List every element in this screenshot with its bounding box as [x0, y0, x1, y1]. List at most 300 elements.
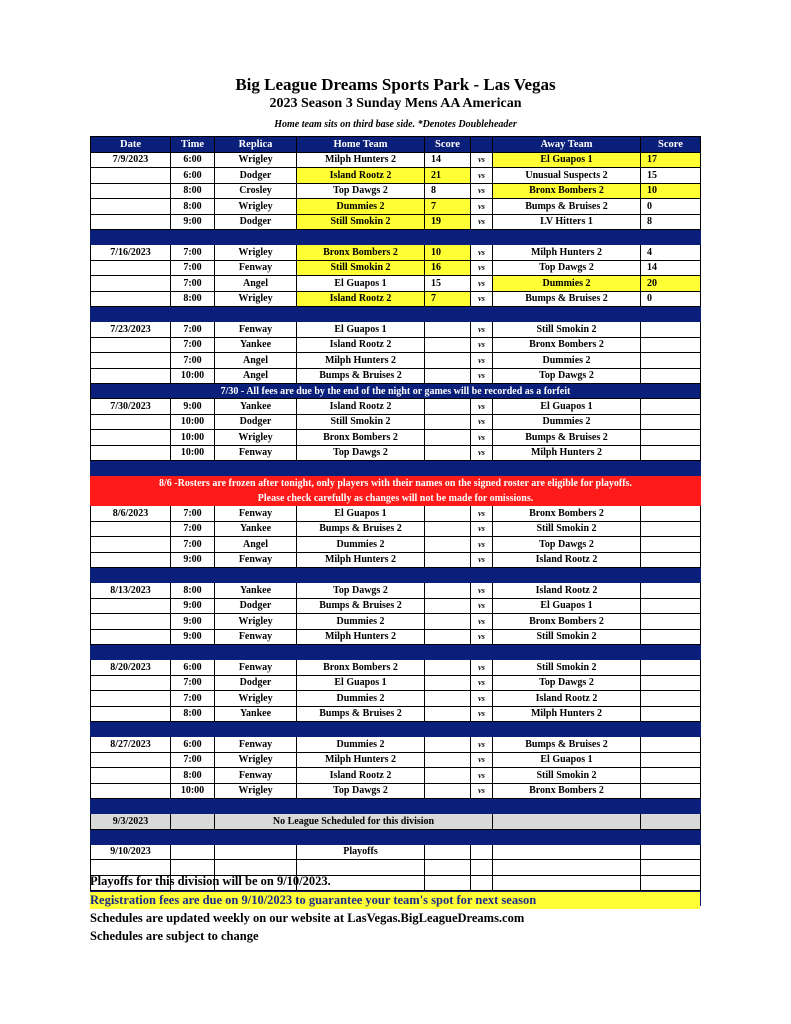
- home-score-cell: 16: [425, 260, 471, 276]
- home-team-cell: Bumps & Bruises 2: [297, 598, 425, 614]
- replica-cell: [215, 860, 297, 876]
- vs-cell: vs: [471, 414, 493, 430]
- header-away-team: Away Team: [493, 137, 641, 153]
- away-team-cell: Top Dawgs 2: [493, 675, 641, 691]
- header-home-score: Score: [425, 137, 471, 153]
- date-cell: [91, 860, 171, 876]
- no-game-row: [91, 814, 701, 830]
- date-cell: [91, 183, 171, 199]
- date-cell: [91, 414, 171, 430]
- away-team-cell: Milph Hunters 2: [493, 706, 641, 722]
- away-score-cell: [641, 844, 701, 860]
- away-team-cell: Bumps & Bruises 2: [493, 291, 641, 307]
- away-team-cell: Still Smokin 2: [493, 629, 641, 645]
- home-score-cell: [425, 414, 471, 430]
- game-row: [91, 214, 701, 230]
- vs-cell: vs: [471, 337, 493, 353]
- home-score-cell: [425, 614, 471, 630]
- time-cell: 9:00: [171, 598, 215, 614]
- away-score-cell: [641, 430, 701, 446]
- away-score-cell: 15: [641, 168, 701, 184]
- time-cell: 10:00: [171, 783, 215, 799]
- date-cell: 7/9/2023: [91, 152, 171, 168]
- away-team-cell: Milph Hunters 2: [493, 245, 641, 261]
- time-cell: 10:00: [171, 368, 215, 384]
- notice-text: 7/30 - All fees are due by the end of the night or games will be recorded as a forfeit: [91, 384, 701, 399]
- time-cell: 7:00: [171, 260, 215, 276]
- date-cell: 7/16/2023: [91, 245, 171, 261]
- away-team-cell: Top Dawgs 2: [493, 537, 641, 553]
- time-cell: 8:00: [171, 291, 215, 307]
- date-cell: [91, 368, 171, 384]
- vs-cell: vs: [471, 737, 493, 753]
- vs-cell: vs: [471, 660, 493, 676]
- away-score-cell: 4: [641, 245, 701, 261]
- away-score-cell: 8: [641, 214, 701, 230]
- separator-row: [91, 799, 701, 814]
- time-cell: 7:00: [171, 537, 215, 553]
- time-cell: 6:00: [171, 737, 215, 753]
- home-team-cell: El Guapos 1: [297, 675, 425, 691]
- home-score-cell: [425, 706, 471, 722]
- game-row: [91, 844, 701, 860]
- vs-cell: vs: [471, 537, 493, 553]
- home-team-cell: Milph Hunters 2: [297, 752, 425, 768]
- replica-cell: Dodger: [215, 414, 297, 430]
- away-team-cell: Dummies 2: [493, 353, 641, 369]
- date-cell: [91, 521, 171, 537]
- vs-cell: vs: [471, 430, 493, 446]
- time-cell: [171, 844, 215, 860]
- home-score-cell: 7: [425, 199, 471, 215]
- away-score-cell: [641, 768, 701, 784]
- away-team-cell: Still Smokin 2: [493, 521, 641, 537]
- home-team-cell: Still Smokin 2: [297, 214, 425, 230]
- replica-cell: Fenway: [215, 260, 297, 276]
- away-score-cell: [641, 537, 701, 553]
- game-row: [91, 337, 701, 353]
- game-row: [91, 660, 701, 676]
- away-score-cell: 14: [641, 260, 701, 276]
- away-team-cell: [493, 860, 641, 876]
- time-cell: 7:00: [171, 276, 215, 292]
- home-team-cell: Dummies 2: [297, 614, 425, 630]
- home-team-cell: Island Rootz 2: [297, 337, 425, 353]
- alert-row: [91, 476, 701, 491]
- date-cell: [91, 430, 171, 446]
- vs-cell: vs: [471, 183, 493, 199]
- home-team-cell: Dummies 2: [297, 691, 425, 707]
- home-team-cell: Still Smokin 2: [297, 260, 425, 276]
- away-score-cell: [641, 614, 701, 630]
- away-team-cell: Top Dawgs 2: [493, 368, 641, 384]
- game-row: [91, 598, 701, 614]
- replica-cell: Angel: [215, 353, 297, 369]
- replica-cell: Yankee: [215, 337, 297, 353]
- home-score-cell: 21: [425, 168, 471, 184]
- date-cell: [91, 768, 171, 784]
- date-cell: [91, 199, 171, 215]
- header-away-score: Score: [641, 137, 701, 153]
- home-team-cell: [297, 860, 425, 876]
- replica-cell: Wrigley: [215, 245, 297, 261]
- game-row: [91, 199, 701, 215]
- date-cell: [91, 276, 171, 292]
- home-team-cell: El Guapos 1: [297, 322, 425, 338]
- vs-cell: vs: [471, 752, 493, 768]
- vs-cell: vs: [471, 199, 493, 215]
- away-score-cell: [641, 506, 701, 522]
- game-row: [91, 276, 701, 292]
- home-score-cell: [425, 660, 471, 676]
- away-score-cell: [641, 598, 701, 614]
- replica-cell: Wrigley: [215, 291, 297, 307]
- time-cell: 6:00: [171, 152, 215, 168]
- replica-cell: Wrigley: [215, 614, 297, 630]
- home-score-cell: [425, 783, 471, 799]
- away-team-cell: LV Hitters 1: [493, 214, 641, 230]
- game-row: [91, 691, 701, 707]
- away-score-cell: [641, 629, 701, 645]
- vs-cell: vs: [471, 706, 493, 722]
- replica-cell: Angel: [215, 368, 297, 384]
- time-cell: 9:00: [171, 399, 215, 415]
- date-cell: [91, 752, 171, 768]
- vs-cell: [471, 844, 493, 860]
- replica-cell: Dodger: [215, 168, 297, 184]
- home-team-cell: Bronx Bombers 2: [297, 430, 425, 446]
- vs-cell: vs: [471, 521, 493, 537]
- replica-cell: Wrigley: [215, 691, 297, 707]
- vs-cell: vs: [471, 445, 493, 461]
- away-team-cell: Milph Hunters 2: [493, 445, 641, 461]
- date-cell: [91, 168, 171, 184]
- away-team-cell: Bronx Bombers 2: [493, 614, 641, 630]
- away-team-cell: El Guapos 1: [493, 598, 641, 614]
- away-team-cell: Still Smokin 2: [493, 660, 641, 676]
- away-score-cell: [641, 860, 701, 876]
- home-score-cell: [425, 521, 471, 537]
- away-score-cell: [641, 737, 701, 753]
- home-score-cell: [425, 875, 471, 891]
- date-cell: [91, 291, 171, 307]
- date-cell: [91, 260, 171, 276]
- separator-cell: [91, 568, 701, 583]
- away-team-cell: Dummies 2: [493, 276, 641, 292]
- game-row: [91, 152, 701, 168]
- time-cell: 9:00: [171, 614, 215, 630]
- replica-cell: Wrigley: [215, 199, 297, 215]
- time-cell: [171, 860, 215, 876]
- away-score-cell: [641, 875, 701, 891]
- home-score-cell: 10: [425, 245, 471, 261]
- date-cell: [91, 337, 171, 353]
- away-score-cell: [641, 552, 701, 568]
- separator-row: [91, 829, 701, 844]
- game-row: [91, 675, 701, 691]
- vs-cell: vs: [471, 260, 493, 276]
- game-row: [91, 430, 701, 446]
- page-subtitle: 2023 Season 3 Sunday Mens AA American: [269, 96, 522, 111]
- home-team-cell: Milph Hunters 2: [297, 629, 425, 645]
- away-team-cell: El Guapos 1: [493, 399, 641, 415]
- vs-cell: vs: [471, 152, 493, 168]
- home-score-cell: [425, 737, 471, 753]
- time-cell: 7:00: [171, 521, 215, 537]
- date-cell: [91, 614, 171, 630]
- time-cell: 7:00: [171, 245, 215, 261]
- home-score-cell: [425, 322, 471, 338]
- vs-cell: vs: [471, 399, 493, 415]
- home-team-cell: Top Dawgs 2: [297, 583, 425, 599]
- home-team-cell: Still Smokin 2: [297, 414, 425, 430]
- away-team-cell: [493, 875, 641, 891]
- away-team-cell: Bronx Bombers 2: [493, 506, 641, 522]
- replica-cell: [215, 844, 297, 860]
- home-team-cell: Dummies 2: [297, 737, 425, 753]
- vs-cell: vs: [471, 583, 493, 599]
- home-score-cell: 19: [425, 214, 471, 230]
- time-cell: [171, 814, 215, 830]
- vs-cell: vs: [471, 691, 493, 707]
- date-cell: [91, 706, 171, 722]
- date-cell: [91, 445, 171, 461]
- home-team-cell: Island Rootz 2: [297, 399, 425, 415]
- away-team-cell: Bronx Bombers 2: [493, 183, 641, 199]
- time-cell: 9:00: [171, 214, 215, 230]
- date-cell: 8/27/2023: [91, 737, 171, 753]
- vs-cell: vs: [471, 506, 493, 522]
- alert-text: 8/6 -Rosters are frozen after tonight, only players with their names on the signed roster are eligible for playoffs.: [91, 476, 701, 491]
- footer-website-note: Schedules are updated weekly on our website at LasVegas.BigLeagueDreams.com: [90, 911, 525, 925]
- home-team-cell: El Guapos 1: [297, 276, 425, 292]
- away-score-cell: [641, 353, 701, 369]
- replica-cell: Yankee: [215, 583, 297, 599]
- time-cell: 7:00: [171, 337, 215, 353]
- separator-cell: [91, 230, 701, 245]
- replica-cell: Yankee: [215, 706, 297, 722]
- time-cell: 6:00: [171, 660, 215, 676]
- game-row: [91, 353, 701, 369]
- date-cell: 9/10/2023: [91, 844, 171, 860]
- date-cell: [91, 783, 171, 799]
- schedule-note: Home team sits on third base side. *Denotes Doubleheader: [274, 119, 517, 130]
- home-score-cell: [425, 337, 471, 353]
- game-row: [91, 521, 701, 537]
- home-score-cell: [425, 768, 471, 784]
- home-score-cell: [425, 752, 471, 768]
- home-score-cell: [425, 860, 471, 876]
- vs-cell: vs: [471, 675, 493, 691]
- away-score-cell: [641, 521, 701, 537]
- home-team-cell: Bronx Bombers 2: [297, 245, 425, 261]
- home-score-cell: [425, 368, 471, 384]
- replica-cell: Fenway: [215, 322, 297, 338]
- replica-cell: Dodger: [215, 214, 297, 230]
- game-row: [91, 752, 701, 768]
- home-team-cell: Milph Hunters 2: [297, 552, 425, 568]
- replica-cell: Dodger: [215, 598, 297, 614]
- time-cell: 8:00: [171, 183, 215, 199]
- separator-cell: [91, 799, 701, 814]
- replica-cell: Wrigley: [215, 783, 297, 799]
- game-row: [91, 183, 701, 199]
- game-row: [91, 260, 701, 276]
- replica-cell: Yankee: [215, 521, 297, 537]
- home-score-cell: 7: [425, 291, 471, 307]
- game-row: [91, 860, 701, 876]
- home-score-cell: [425, 675, 471, 691]
- date-cell: [91, 675, 171, 691]
- game-row: [91, 245, 701, 261]
- date-cell: [91, 552, 171, 568]
- game-row: [91, 552, 701, 568]
- away-team-cell: El Guapos 1: [493, 152, 641, 168]
- away-team-cell: Island Rootz 2: [493, 583, 641, 599]
- away-score-cell: [641, 583, 701, 599]
- home-team-cell: Bumps & Bruises 2: [297, 706, 425, 722]
- vs-cell: vs: [471, 629, 493, 645]
- header-replica: Replica: [215, 137, 297, 153]
- away-score-cell: [641, 783, 701, 799]
- home-score-cell: 8: [425, 183, 471, 199]
- date-cell: [91, 353, 171, 369]
- away-team-cell: Island Rootz 2: [493, 691, 641, 707]
- header-date: Date: [91, 137, 171, 153]
- replica-cell: Dodger: [215, 675, 297, 691]
- replica-cell: Angel: [215, 276, 297, 292]
- separator-row: [91, 307, 701, 322]
- away-score-cell: [641, 675, 701, 691]
- home-score-cell: [425, 583, 471, 599]
- home-score-cell: [425, 691, 471, 707]
- time-cell: 7:00: [171, 322, 215, 338]
- home-team-cell: Dummies 2: [297, 199, 425, 215]
- date-cell: [91, 691, 171, 707]
- home-score-cell: 15: [425, 276, 471, 292]
- separator-cell: [91, 829, 701, 844]
- date-cell: [91, 629, 171, 645]
- away-score-cell: [641, 660, 701, 676]
- footer-change-note: Schedules are subject to change: [90, 929, 259, 943]
- home-team-cell: Top Dawgs 2: [297, 783, 425, 799]
- vs-cell: vs: [471, 614, 493, 630]
- header-home-team: Home Team: [297, 137, 425, 153]
- away-team-cell: Bumps & Bruises 2: [493, 430, 641, 446]
- replica-cell: Fenway: [215, 506, 297, 522]
- time-cell: 8:00: [171, 768, 215, 784]
- away-score-cell: [641, 706, 701, 722]
- away-team-cell: [493, 814, 641, 830]
- separator-row: [91, 645, 701, 660]
- date-cell: 8/20/2023: [91, 660, 171, 676]
- home-score-cell: [425, 844, 471, 860]
- replica-cell: Fenway: [215, 660, 297, 676]
- time-cell: 9:00: [171, 629, 215, 645]
- home-team-cell: Top Dawgs 2: [297, 183, 425, 199]
- vs-cell: [471, 860, 493, 876]
- home-score-cell: 14: [425, 152, 471, 168]
- replica-cell: Yankee: [215, 399, 297, 415]
- vs-cell: vs: [471, 783, 493, 799]
- vs-cell: vs: [471, 291, 493, 307]
- away-score-cell: [641, 814, 701, 830]
- time-cell: 10:00: [171, 414, 215, 430]
- replica-cell: Crosley: [215, 183, 297, 199]
- away-team-cell: Top Dawgs 2: [493, 260, 641, 276]
- home-score-cell: [425, 430, 471, 446]
- home-score-cell: [425, 445, 471, 461]
- away-score-cell: [641, 445, 701, 461]
- away-team-cell: Still Smokin 2: [493, 322, 641, 338]
- replica-cell: Wrigley: [215, 752, 297, 768]
- home-score-cell: [425, 537, 471, 553]
- separator-row: [91, 722, 701, 737]
- home-team-cell: Island Rootz 2: [297, 768, 425, 784]
- separator-cell: [91, 645, 701, 660]
- time-cell: 10:00: [171, 430, 215, 446]
- game-row: [91, 168, 701, 184]
- time-cell: 10:00: [171, 445, 215, 461]
- home-score-cell: [425, 552, 471, 568]
- replica-cell: Wrigley: [215, 430, 297, 446]
- game-row: [91, 629, 701, 645]
- away-score-cell: 17: [641, 152, 701, 168]
- game-row: [91, 368, 701, 384]
- away-team-cell: Bumps & Bruises 2: [493, 737, 641, 753]
- vs-cell: vs: [471, 768, 493, 784]
- away-score-cell: 10: [641, 183, 701, 199]
- date-cell: [91, 537, 171, 553]
- away-team-cell: Dummies 2: [493, 414, 641, 430]
- away-team-cell: Still Smokin 2: [493, 768, 641, 784]
- home-team-cell: Milph Hunters 2: [297, 152, 425, 168]
- replica-cell: Fenway: [215, 552, 297, 568]
- game-row: [91, 737, 701, 753]
- table-header-row: [91, 137, 701, 153]
- page-title: Big League Dreams Sports Park - Las Vegas: [235, 75, 556, 94]
- away-score-cell: [641, 337, 701, 353]
- game-row: [91, 445, 701, 461]
- vs-cell: vs: [471, 368, 493, 384]
- separator-cell: [91, 307, 701, 322]
- game-row: [91, 537, 701, 553]
- away-score-cell: [641, 752, 701, 768]
- separator-row: [91, 461, 701, 476]
- no-game-text: No League Scheduled for this division: [215, 814, 493, 830]
- home-team-cell: El Guapos 1: [297, 506, 425, 522]
- away-score-cell: [641, 414, 701, 430]
- vs-cell: vs: [471, 322, 493, 338]
- separator-row: [91, 230, 701, 245]
- time-cell: 6:00: [171, 168, 215, 184]
- vs-cell: vs: [471, 598, 493, 614]
- home-score-cell: [425, 399, 471, 415]
- vs-cell: vs: [471, 353, 493, 369]
- header-vs: [471, 137, 493, 153]
- away-team-cell: Bumps & Bruises 2: [493, 199, 641, 215]
- home-team-cell: Playoffs: [297, 844, 425, 860]
- home-team-cell: Bumps & Bruises 2: [297, 521, 425, 537]
- home-team-cell: Bumps & Bruises 2: [297, 368, 425, 384]
- game-row: [91, 399, 701, 415]
- home-score-cell: [425, 629, 471, 645]
- alert-text: Please check carefully as changes will not be made for omissions.: [91, 491, 701, 506]
- time-cell: 9:00: [171, 552, 215, 568]
- time-cell: 7:00: [171, 691, 215, 707]
- alert-row: [91, 491, 701, 506]
- time-cell: 7:00: [171, 506, 215, 522]
